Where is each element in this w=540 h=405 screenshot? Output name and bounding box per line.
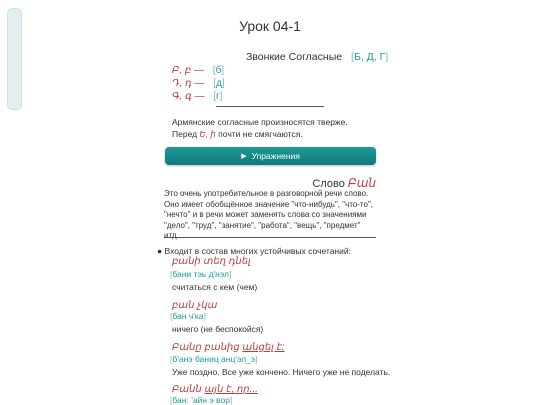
letter-sound: г (216, 91, 220, 102)
letter-list (172, 64, 225, 103)
note-softening: Перед Ե, ի почти не смягчаются. (172, 129, 303, 139)
subtitle-letters-value: Б, Д, Г (353, 51, 386, 63)
phrase-transcription: [бани тэь д'нэл] (170, 269, 232, 279)
armenian-letter: Բ, բ (172, 65, 192, 76)
phrase-translation: считаться с кем (чем) (172, 282, 258, 292)
dash: — (194, 65, 204, 76)
phrase-transcription: [б'анэ баниц анц'эл_э] (170, 354, 258, 364)
letter-row-d: Դ, դ — [д] (172, 78, 225, 89)
subtitle-letters: [Б, Д, Г] (351, 51, 389, 63)
letter-row-b: Բ, բ — [б] (172, 65, 225, 76)
phrase-translation: ничего (не беспокойся) (172, 324, 264, 334)
subtitle-text: Звонкие Согласные (246, 51, 343, 63)
note-hardness: Армянские согласные произносятся тверже. (172, 117, 348, 127)
page-title: Урок 04-1 (239, 18, 301, 34)
exercises-button-label: Упражнения (251, 151, 300, 161)
dash: — (194, 78, 205, 89)
phrase-armenian: բան չկա (172, 300, 218, 311)
play-icon: ▶ (241, 153, 247, 160)
phrase-transcription: [бан: 'айн э вор] (170, 395, 233, 405)
phrase-armenian: Բանն այն է, որ... (172, 384, 258, 395)
letter-row-g: Գ, գ — [г] (172, 91, 223, 102)
exercises-button[interactable] (165, 147, 376, 165)
armenian-letter: Դ, դ (172, 78, 192, 89)
divider (216, 106, 324, 107)
letter-sound: б (215, 65, 222, 76)
armenian-letter: Գ, գ (172, 91, 192, 102)
divider (164, 237, 376, 238)
phrase-translation: Уже поздно. Все уже кончено. Ничего уже не поделать. (172, 367, 391, 377)
section-subtitle (246, 51, 388, 63)
letter-sound: д (216, 78, 222, 89)
phrases-intro: ● Входит в состав многих устойчивых сочетаний: (157, 246, 351, 256)
phrase-armenian: Բանը բանից անցել է: (172, 342, 285, 353)
word-description: Это очень употребительное в разговорной речи слово. Оно имеет обобщённое значение "что-нибудь", "что-то", "нечто" и в речи может заменять слова со значениями "дело", "труд", "занятие", "работа", "вещь", "предмет" итд. (164, 189, 374, 241)
phrase-armenian: բանի տեղ դնել (172, 256, 251, 267)
armenian-letters: Ե, ի (199, 129, 216, 139)
phrase-transcription: [бан ч'ка] (170, 311, 206, 321)
word-heading: Слово Բան (312, 176, 376, 190)
dash: — (194, 91, 205, 102)
word-armenian: Բան (347, 176, 376, 190)
